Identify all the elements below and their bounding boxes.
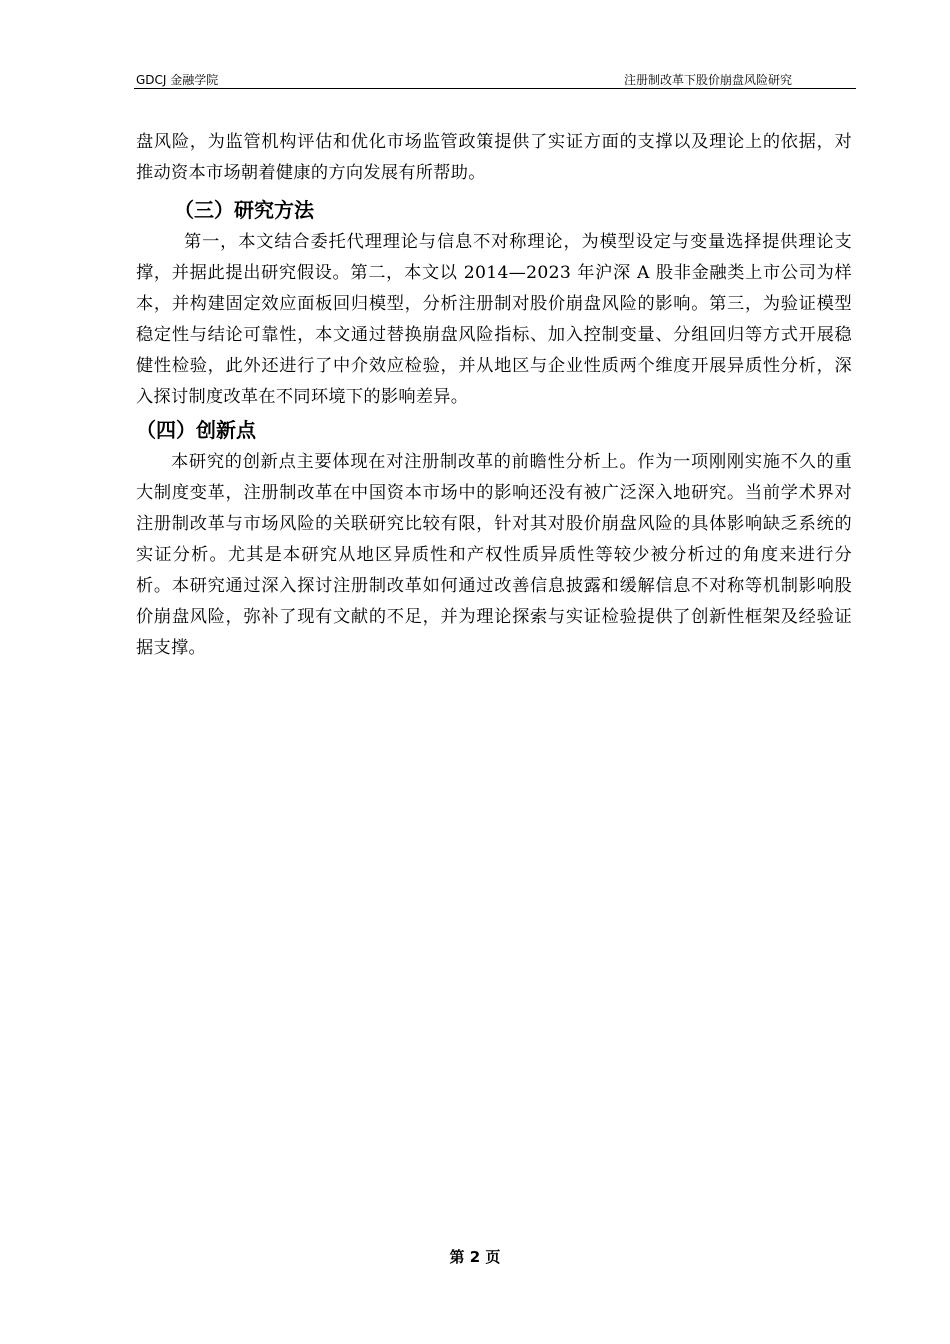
paragraph-continued: 盘风险，为监管机构评估和优化市场监管政策提供了实证方面的支撑以及理论上的依据，对推动资本市场朝着健康的方向发展有所帮助。 (136, 132, 852, 183)
paragraph-research-methods: 第一，本文结合委托代理理论与信息不对称理论，为模型设定与变量选择提供理论支撑，并据此提出研究假设。第二，本文以 2014—2023 年沪深 A 股非金融类上市公司为样本，并构建固定效应面板回归模型，分析注册制对股价崩盘风险的影响。第三，为验证模型稳定性与结论可靠性，本文通过替换崩盘风险指标、加入控制变量、分组回归等方式开展稳健性检验，此外还进行了中介效应检验，并从地区与企业性质两个维度开展异质性分析，深入探讨制度改革在不同环境下的影响差异。 (136, 232, 852, 407)
header-institution: GDCJ 金融学院 (136, 73, 219, 87)
section-heading-innovations: （四）创新点 (136, 418, 256, 442)
section-heading-research-methods: （三）研究方法 (174, 198, 314, 222)
paragraph-innovations: 本研究的创新点主要体现在对注册制改革的前瞻性分析上。作为一项刚刚实施不久的重大制度变革，注册制改革在中国资本市场中的影响还没有被广泛深入地研究。当前学术界对注册制改革与市场风险的关联研究比较有限，针对其对股价崩盘风险的具体影响缺乏系统的实证分析。尤其是本研究从地区异质性和产权性质异质性等较少被分析过的角度来进行分析。本研究通过深入探讨注册制改革如何通过改善信息披露和缓解信息不对称等机制影响股价崩盘风险，弥补了现有文献的不足，并为理论探索与实证检验提供了创新性框架及经验证据支撑。 (136, 452, 852, 658)
page-number: 第 2 页 (449, 1248, 501, 1266)
document-body (136, 127, 852, 664)
header-paper-title: 注册制改革下股价崩盘风险研究 (623, 73, 792, 87)
page-header (134, 70, 856, 89)
